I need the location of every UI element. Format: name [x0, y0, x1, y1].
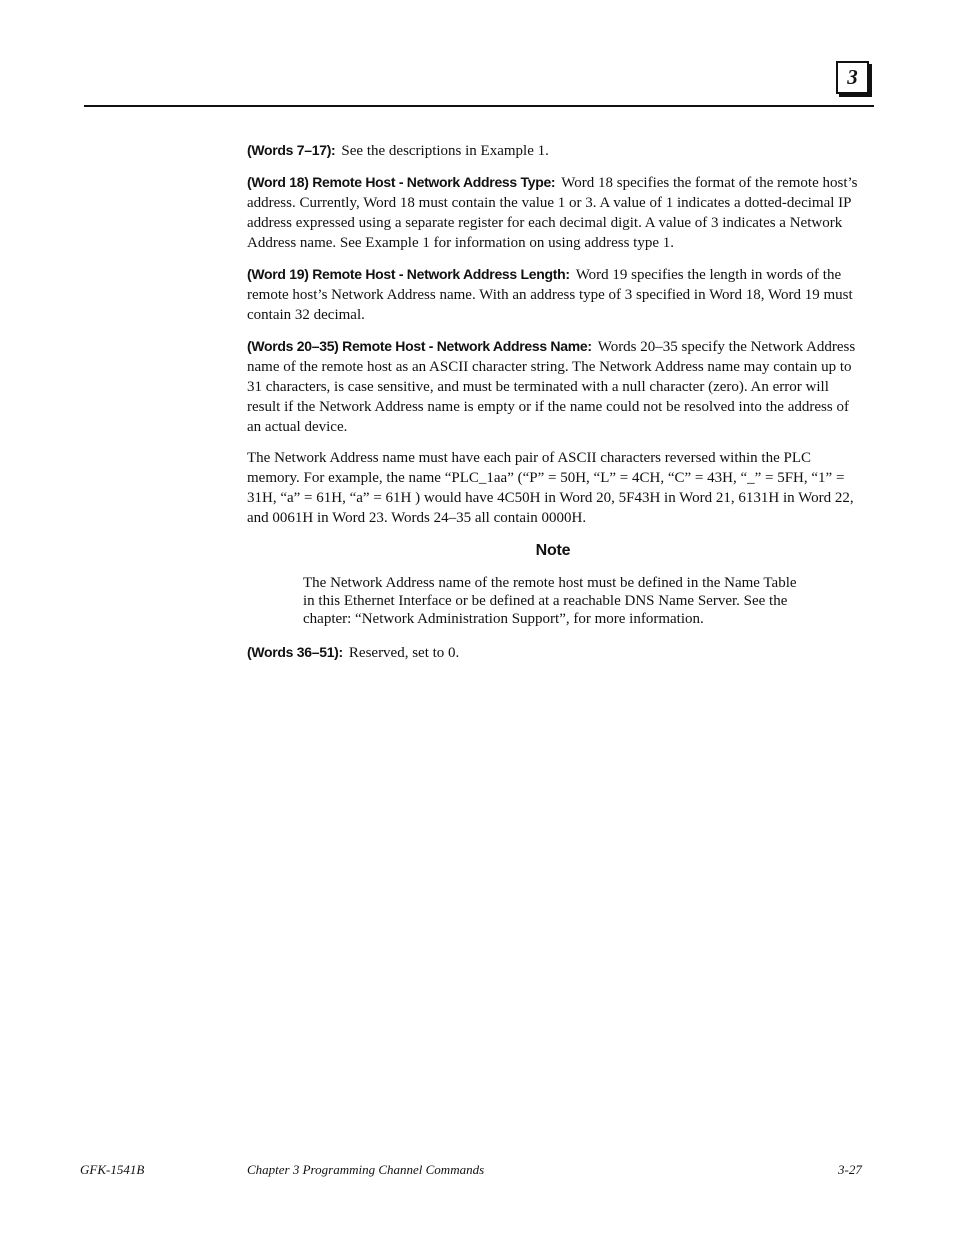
- section-text: Reserved, set to 0.: [348, 645, 460, 661]
- footer-page-number: 3-27: [838, 1162, 862, 1177]
- chapter-tab: 3: [836, 61, 869, 94]
- section-text: Word 18 specifies the format of the remote host’s address. Currently, Word 18 must contain the value 1 or 3. A value of 1 indicates a dotted-decimal IP address expressed using a separate register for each decimal digit. A value of 3 indicates a Network Address name. See Example 1 for information on using address type 1.: [247, 175, 858, 251]
- section-label: (Word 19) Remote Host - Network Address Length:: [247, 266, 570, 282]
- section-words-36-51: [247, 642, 859, 663]
- section-label: (Words 7–17):: [247, 142, 336, 158]
- page-content: [247, 140, 859, 674]
- section-word-18: [247, 172, 859, 253]
- note-heading: Note: [535, 542, 571, 559]
- section-words-7-17: [247, 140, 859, 161]
- section-text: Words 20–35 specify the Network Address name of the remote host as an ASCII character string. The Network Address name may contain up to 31 characters, is case sensitive, and must be terminated with a null character (zero). An error will result if the Network Address name is empty or if the name could not be resolved into the address of an actual device.: [247, 339, 856, 435]
- section-word-19: [247, 264, 859, 325]
- section-words-20-35: [247, 336, 859, 437]
- section-label: (Words 20–35) Remote Host - Network Address Name:: [247, 338, 592, 354]
- header-rule: [84, 105, 874, 107]
- section-label: (Words 36–51):: [247, 644, 343, 660]
- footer-chapter-title: Chapter 3 Programming Channel Commands: [247, 1162, 485, 1177]
- body-paragraph: The Network Address name must have each pair of ASCII characters reversed within the PLC memory. For example, the name “PLC_1aa” (“P” = 50H, “L” = 4CH, “C” = 43H, “_” = 5FH, “1” = 31H, “a” = 61H, “a” = 61H ) would have 4C50H in Word 20, 5F43H in Word 21, 6131H in Word 22, and 0061H in Word 23. Words 24–35 all contain 0000H.: [247, 450, 854, 526]
- section-text: Word 19 specifies the length in words of the remote host’s Network Address name. With an address type of 3 specified in Word 18, Word 19 must contain 32 decimal.: [247, 267, 853, 323]
- note-text: The Network Address name of the remote host must be defined in the Name Table in this Ethernet Interface or be defined at a reachable DNS Name Server. See the chapter: “Network Administration Support”, for more information.: [303, 575, 797, 627]
- section-label: (Word 18) Remote Host - Network Address Type:: [247, 174, 556, 190]
- section-text: See the descriptions in Example 1.: [341, 143, 549, 159]
- footer-doc-id: GFK-1541B: [80, 1162, 145, 1177]
